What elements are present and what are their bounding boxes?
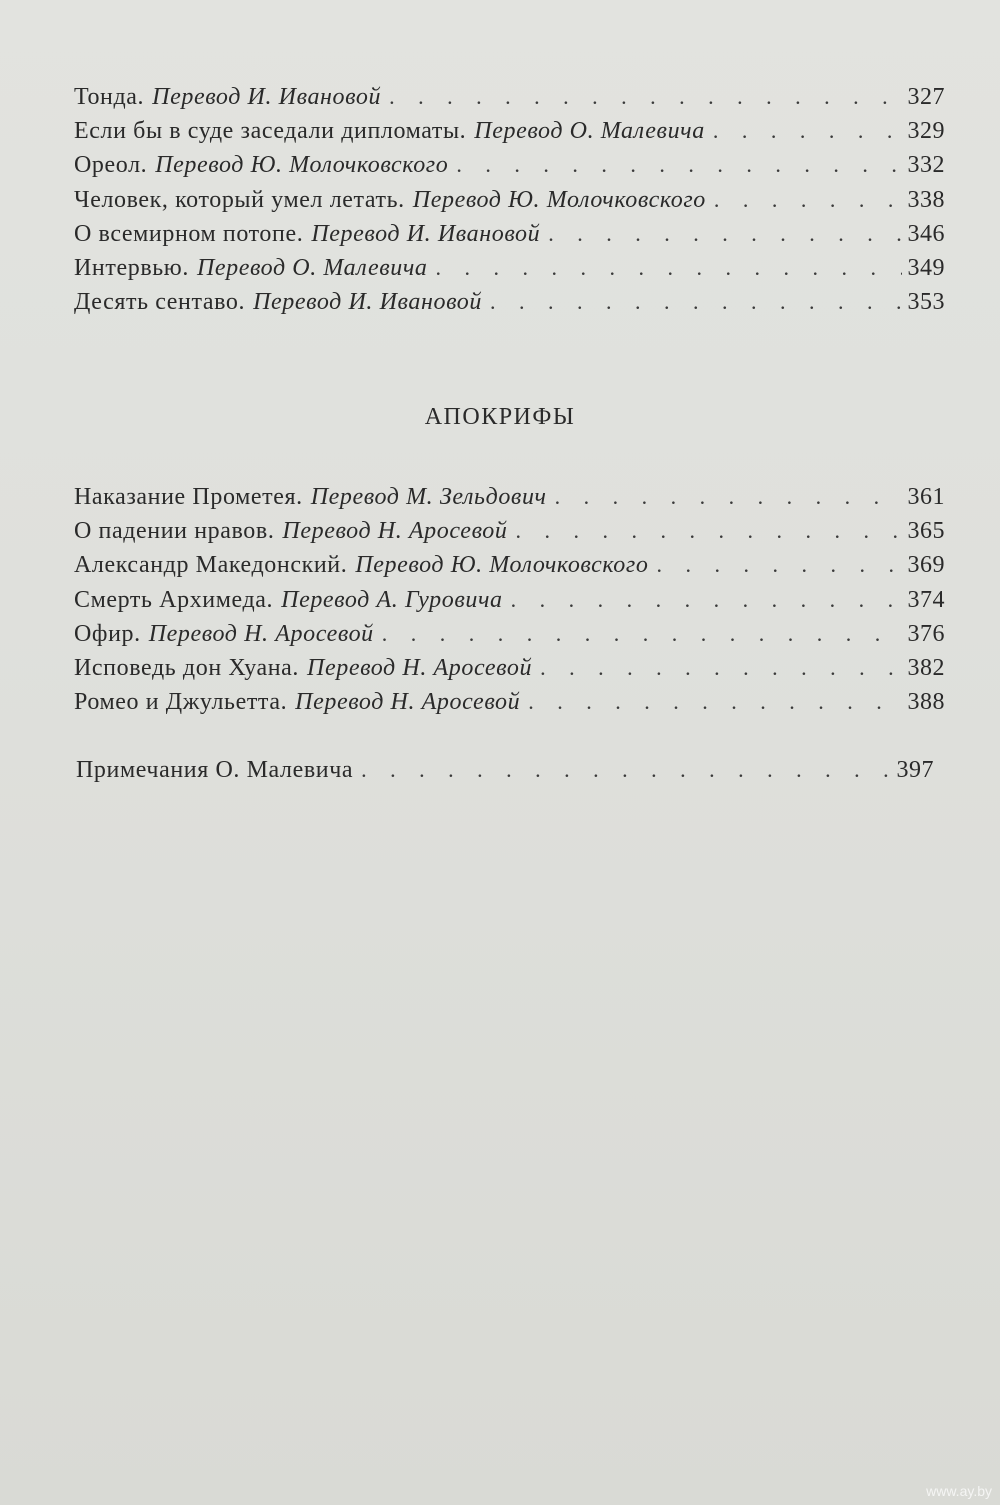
entry-translator: Перевод А. Гуровича (281, 586, 503, 613)
toc-section-1 (74, 84, 945, 323)
entry-translator: Перевод Ю. Молочковского (155, 152, 449, 179)
entry-title: Исповедь дон Хуана. (74, 654, 300, 681)
dot-leader (713, 118, 902, 144)
entry-title: Офир. (74, 620, 141, 647)
entry-page: 338 (907, 186, 945, 213)
entry-translator: Перевод Ю. Молочковского (355, 552, 649, 579)
entry-translator: Перевод Н. Аросевой (148, 620, 374, 647)
dot-leader (382, 621, 902, 647)
section-heading: АПОКРИФЫ (424, 404, 576, 430)
toc-entry (74, 587, 945, 621)
dot-leader (548, 221, 901, 247)
entry-page: 376 (907, 620, 945, 647)
entry-translator: Перевод М. Зельдович (310, 484, 547, 510)
toc-entry (74, 484, 945, 518)
entry-translator: Перевод И. Ивановой (152, 84, 382, 110)
entry-title: Ромео и Джульетта. (74, 689, 288, 716)
dot-leader (515, 518, 901, 544)
dot-leader (540, 655, 901, 681)
dot-leader (555, 484, 902, 510)
toc-entry (74, 84, 945, 118)
watermark: www.ay.by (926, 1483, 992, 1499)
entry-translator: Перевод И. Ивановой (253, 289, 482, 316)
toc-entry (74, 289, 945, 323)
toc-entry (74, 118, 945, 152)
dot-leader (361, 757, 890, 783)
entry-translator: Перевод О. Малевича (196, 254, 428, 281)
entry-translator: Перевод Н. Аросевой (307, 654, 533, 681)
entry-title: Человек, который умел летать. (74, 186, 405, 213)
entry-page: 349 (907, 254, 945, 281)
entry-page: 382 (907, 654, 945, 681)
entry-page: 346 (907, 220, 945, 247)
entry-page: 361 (907, 484, 945, 510)
entry-page: 374 (907, 586, 945, 613)
notes-page: 397 (896, 757, 934, 783)
dot-leader (714, 187, 902, 213)
entry-title: Ореол. (74, 152, 148, 179)
toc-entry-notes (76, 757, 934, 791)
entry-title: Наказание Прометея. (74, 484, 303, 510)
entry-translator: Перевод И. Ивановой (311, 220, 541, 247)
toc-entry (74, 152, 945, 186)
dot-leader (389, 84, 901, 110)
dot-leader (528, 689, 901, 715)
toc-entry (74, 655, 945, 689)
toc-entry (74, 552, 945, 586)
entry-title: Десять сентаво. (74, 289, 246, 316)
entry-title: Александр Македонский. (74, 552, 348, 579)
entry-page: 329 (907, 118, 945, 145)
toc-entry (74, 221, 945, 255)
entry-title: О падении нравов. (74, 518, 275, 545)
entry-page: 353 (907, 289, 945, 316)
entry-page: 365 (907, 518, 945, 545)
toc-entry (74, 187, 945, 221)
toc-entry (74, 518, 945, 552)
entry-translator: Перевод О. Малевича (474, 118, 705, 145)
dot-leader (511, 587, 902, 613)
entry-translator: Перевод Н. Аросевой (282, 518, 508, 545)
toc-section-2 (74, 484, 945, 723)
entry-page: 327 (907, 84, 945, 110)
dot-leader (435, 255, 901, 281)
entry-title: Интервью. (74, 254, 189, 281)
entry-translator: Перевод Н. Аросевой (295, 689, 521, 716)
entry-page: 332 (907, 152, 945, 179)
entry-page: 388 (907, 689, 945, 716)
toc-notes (76, 757, 934, 791)
entry-title: О всемирном потопе. (74, 220, 304, 247)
toc-entry (74, 621, 945, 655)
toc-entry (74, 255, 945, 289)
entry-translator: Перевод Ю. Молочковского (412, 186, 706, 213)
notes-title: Примечания О. Малевича (76, 757, 354, 783)
dot-leader (656, 552, 901, 578)
entry-page: 369 (907, 552, 945, 579)
dot-leader (456, 152, 901, 178)
toc-entry (74, 689, 945, 723)
entry-title: Смерть Архимеда. (74, 586, 274, 613)
entry-title: Тонда. (74, 84, 145, 110)
dot-leader (490, 289, 902, 315)
entry-title: Если бы в суде заседали дипломаты. (74, 118, 467, 145)
